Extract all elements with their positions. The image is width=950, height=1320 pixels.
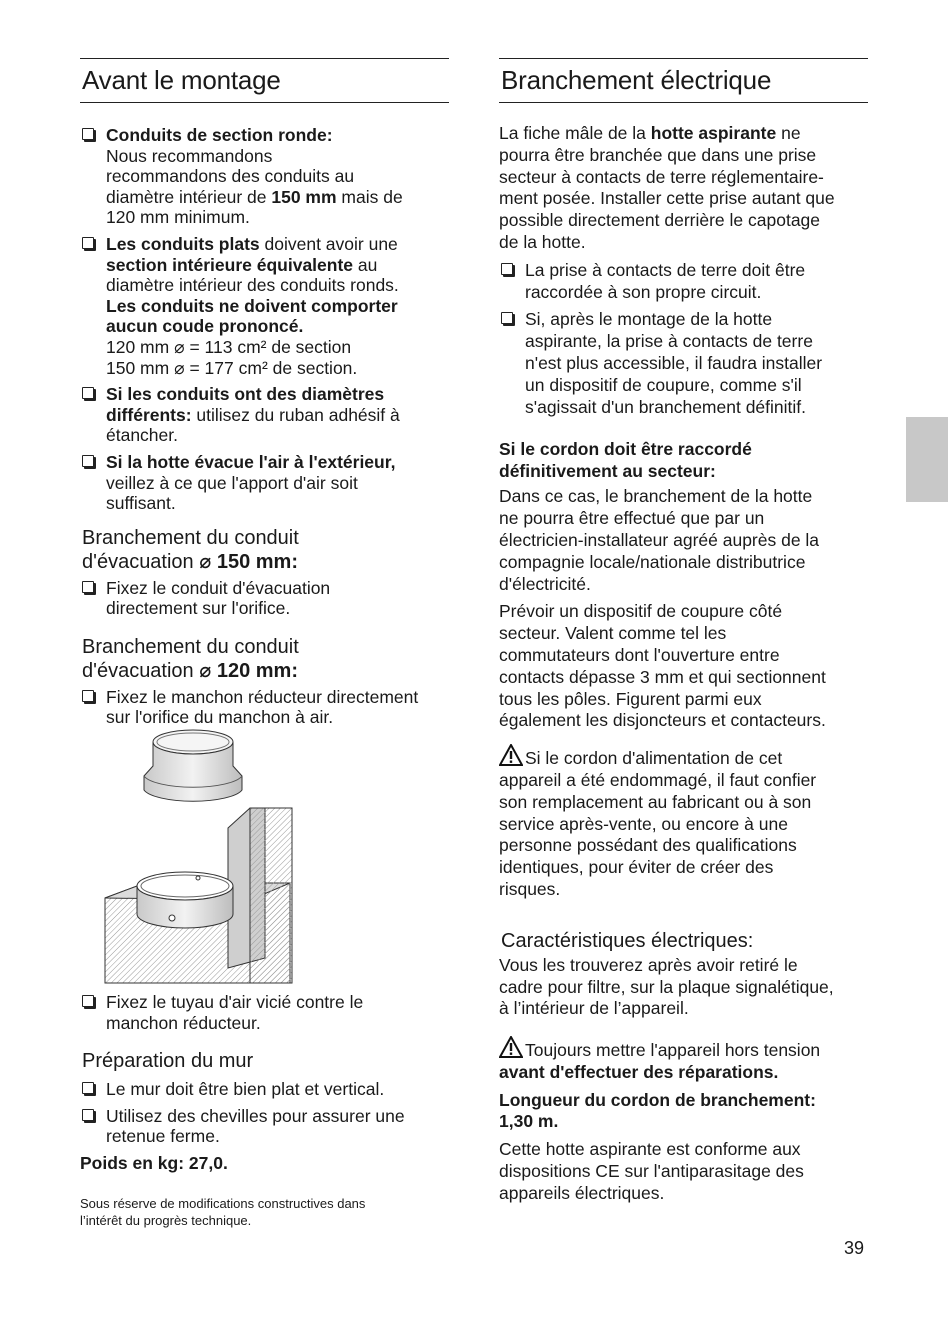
checkbox-bullet-icon: [82, 387, 94, 399]
checkbox-bullet-icon: [82, 690, 94, 702]
checkbox-bullet-icon: [82, 1109, 94, 1121]
checkbox-bullet-icon: [82, 995, 94, 1007]
list-item: Conduits de section ronde: Nous recommandons recommandons des conduits au diamètre intérieur de 150 mm mais de 120 mm minimum.: [80, 125, 449, 228]
list-item: La prise à contacts de terre doit être raccordée à son propre circuit.: [499, 260, 868, 304]
carac-paragraph: Vous les trouverez après avoir retiré le cadre pour filtre, sur la plaque signalétique, à l’intérieur de l’appareil.: [499, 954, 834, 1019]
left-column: [80, 58, 449, 734]
checkbox-bullet-icon: [82, 581, 94, 593]
checkbox-bullet-icon: [82, 455, 94, 467]
warning-cordon-paragraph: Si le cordon d'alimentation de cet appareil a été endommagé, il faut confier son remplacement au fabricant ou à son service après-vente, ou encore à une personne possédant des qualifications identiques, pour éviter de créer des risques.: [499, 744, 868, 901]
list-item: Le mur doit être bien plat et vertical.: [80, 1079, 449, 1100]
checkbox-bullet-icon: [82, 128, 94, 140]
subheading-caracteristiques: Caractéristiques électriques:: [501, 929, 754, 952]
warning-tension-paragraph: Toujours mettre l'appareil hors tension avant d'effectuer des réparations.: [499, 1036, 868, 1084]
list-item: Fixez le tuyau d'air vicié contre le manchon réducteur.: [80, 992, 449, 1033]
subheading-preparation-du-mur: Préparation du mur: [82, 1050, 254, 1073]
left-column-lower: [80, 992, 449, 1229]
list-item: Les conduits plats doivent avoir une section intérieure équivalente au diamètre intérieur des conduits ronds. Les conduits ne doivent comporter aucun coude prononcé. 120 mm ⌀ = 113 cm² de section 150 mm ⌀ = 177 cm² de section.: [80, 234, 449, 378]
section-title-branchement-electrique: Branchement électrique: [499, 58, 868, 103]
cordon-heading: Si le cordon doit être raccordé définitivement au secteur:: [499, 439, 752, 482]
language-tab-marker: [906, 417, 948, 502]
longueur-cordon: Longueur du cordon de branchement: 1,30 m.: [499, 1089, 816, 1132]
checkbox-bullet-icon: [82, 237, 94, 249]
checkbox-bullet-icon: [501, 312, 513, 324]
prevoir-paragraph: Prévoir un dispositif de coupure côté secteur. Valent comme tel les commutateurs dont l'ouverture entre contacts dépasse 3 mm et qui sectionnent tous les pôles. Figurent parmi eux également les disjoncteurs et contacteurs.: [499, 601, 826, 731]
intro-paragraph: La fiche mâle de la hotte aspirante ne pourra être branchée que dans une prise secteur à contacts de terre réglementaire- ment posée. Installer cette prise autant que possible directement derrière le capotage de la hotte.: [499, 123, 835, 252]
subheading-branchement-120: Branchement du conduit d'évacuation ⌀ 120 mm:: [82, 635, 299, 682]
footnote: Sous réserve de modifications constructives dans l’intérêt du progrès technique.: [80, 1195, 366, 1228]
list-item: Fixez le conduit d'évacuation directement sur l'orifice.: [80, 578, 449, 619]
duct-reducer-illustration: [100, 728, 300, 988]
right-column: [499, 58, 868, 1205]
page-number: 39: [844, 1238, 865, 1258]
list-item: Si, après le montage de la hotte aspirante, la prise à contacts de terre n'est plus accessible, il faudra installer un dispositif de coupure, comme s'il s'agissait d'un branchement définitif.: [499, 309, 868, 418]
weight-text: Poids en kg: 27,0.: [80, 1152, 228, 1173]
warning-triangle-icon: [499, 744, 523, 766]
ce-paragraph: Cette hotte aspirante est conforme aux dispositions CE sur l'antiparasitage des appareils électriques.: [499, 1139, 804, 1203]
list-item: Si la hotte évacue l'air à l'extérieur, veillez à ce que l'apport d'air soit suffisant.: [80, 452, 449, 514]
checkbox-bullet-icon: [501, 263, 513, 275]
section-title-avant-le-montage: Avant le montage: [80, 58, 449, 103]
cordon-paragraph: Dans ce cas, le branchement de la hotte ne pourra être effectué que par un électricien-installateur agréé auprès de la compagnie locale/nationale distributrice d'électricité.: [499, 486, 820, 594]
checkbox-bullet-icon: [82, 1082, 94, 1094]
warning-triangle-icon: [499, 1036, 523, 1058]
list-item: Si les conduits ont des diamètres différents: utilisez du ruban adhésif à étancher.: [80, 384, 449, 446]
list-item: Fixez le manchon réducteur directement sur l'orifice du manchon à air.: [80, 687, 449, 728]
subheading-branchement-150: Branchement du conduit d'évacuation ⌀ 150 mm:: [82, 526, 299, 573]
list-item: Utilisez des chevilles pour assurer une retenue ferme.: [80, 1106, 449, 1147]
